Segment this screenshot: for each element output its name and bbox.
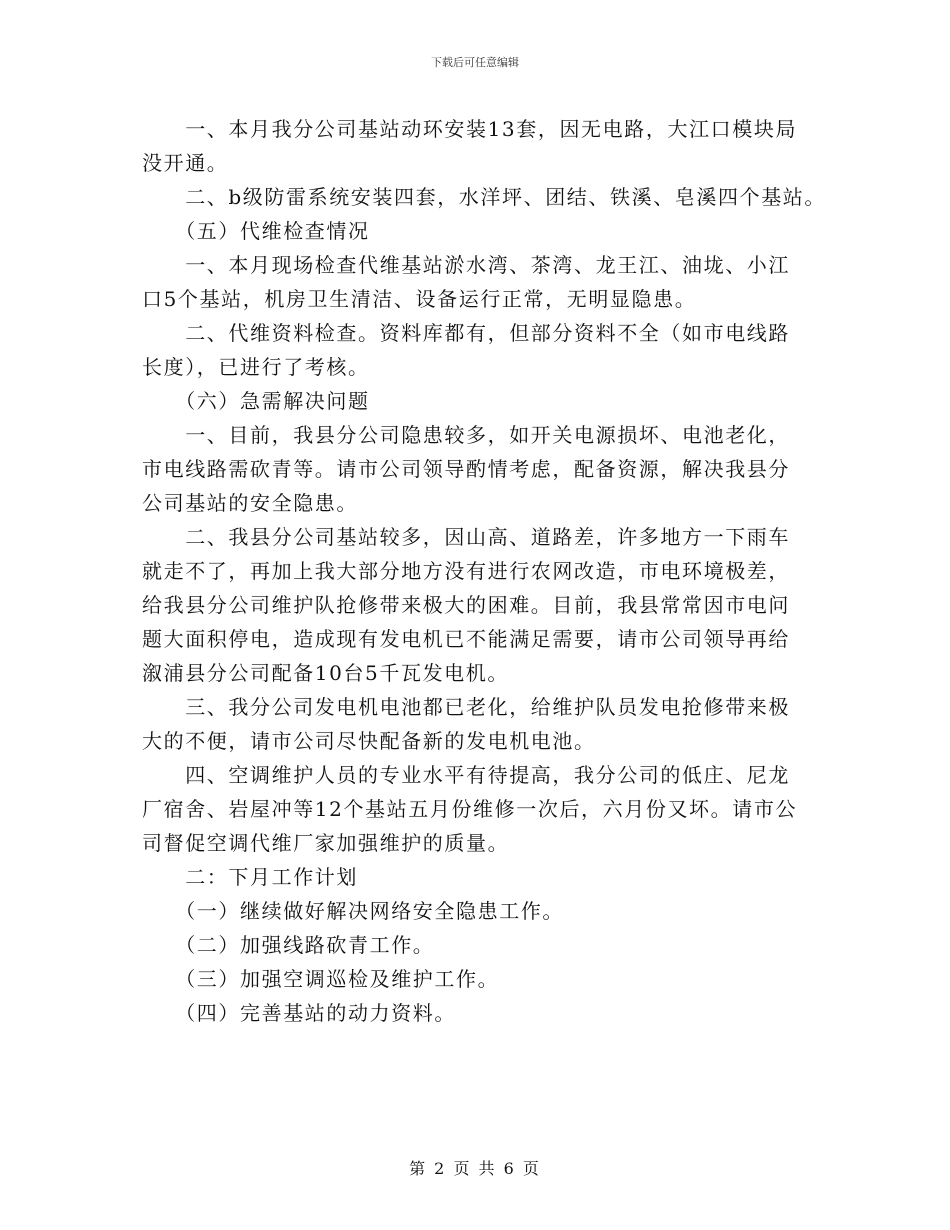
text-line: 二、我县分公司基站较多，因山高、道路差，许多地方一下雨车 xyxy=(142,525,790,549)
text-line: 长度），已进行了考核。 xyxy=(142,355,370,379)
text-line: 口5个基站，机房卫生清洁、设备运行正常，无明显隐患。 xyxy=(142,287,697,311)
text-line: 没开通。 xyxy=(142,151,229,175)
text-line: 一、本月我分公司基站动环安装13套，因无电路，大江口模块局 xyxy=(142,117,798,141)
plan-item: （一）继续做好解决网络安全隐患工作。 xyxy=(142,899,564,923)
page-number: 第 2 页 共 6 页 xyxy=(409,1159,541,1178)
text-line: 一、目前，我县分公司隐患较多，如开关电源损坏、电池老化， xyxy=(142,423,790,447)
plan-item: （四）完善基站的动力资料。 xyxy=(142,1001,456,1025)
text-line: 大的不便，请市公司尽快配备新的发电机电池。 xyxy=(142,729,596,753)
plan-item: （三）加强空调巡检及维护工作。 xyxy=(142,967,500,991)
text-line: 四、空调维护人员的专业水平有待提高，我分公司的低庄、尼龙 xyxy=(142,763,790,787)
text-line: 就走不了，再加上我大部分地方没有进行农网改造，市电环境极差， xyxy=(142,559,790,583)
section-heading: （六）急需解决问题 xyxy=(142,389,370,413)
text-line: 二、代维资料检查。资料库都有，但部分资料不全（如市电线路 xyxy=(142,321,790,345)
text-line: 给我县分公司维护队抢修带来极大的困难。目前，我县常常因市电问 xyxy=(142,593,790,617)
text-line: 公司基站的安全隐患。 xyxy=(142,491,358,515)
text-line: 司督促空调代维厂家加强维护的质量。 xyxy=(142,831,510,855)
plan-item: （二）加强线路砍青工作。 xyxy=(142,933,435,957)
text-line: 厂宿舍、岩屋冲等12个基站五月份维修一次后，六月份又坏。请市公 xyxy=(142,797,798,821)
text-line: 市电线路需砍青等。请市公司领导酌情考虑，配备资源，解决我县分 xyxy=(142,457,790,481)
section-heading: （五）代维检查情况 xyxy=(142,219,370,243)
document-body xyxy=(142,112,827,1030)
text-line: 溆浦县分公司配备10台5千瓦发电机。 xyxy=(142,661,509,685)
section-heading: 二：下月工作计划 xyxy=(142,865,358,889)
text-line: 二、b级防雷系统安装四套，水洋坪、团结、铁溪、皂溪四个基站。 xyxy=(142,185,827,209)
text-line: 三、我分公司发电机电池都已老化，给维护队员发电抢修带来极 xyxy=(142,695,790,719)
text-line: 一、本月现场检查代维基站淤水湾、茶湾、龙王江、油垅、小江 xyxy=(142,253,790,277)
text-line: 题大面积停电，造成现有发电机已不能满足需要，请市公司领导再给 xyxy=(142,627,790,651)
page-header: 下载后可任意编辑 xyxy=(431,56,519,69)
